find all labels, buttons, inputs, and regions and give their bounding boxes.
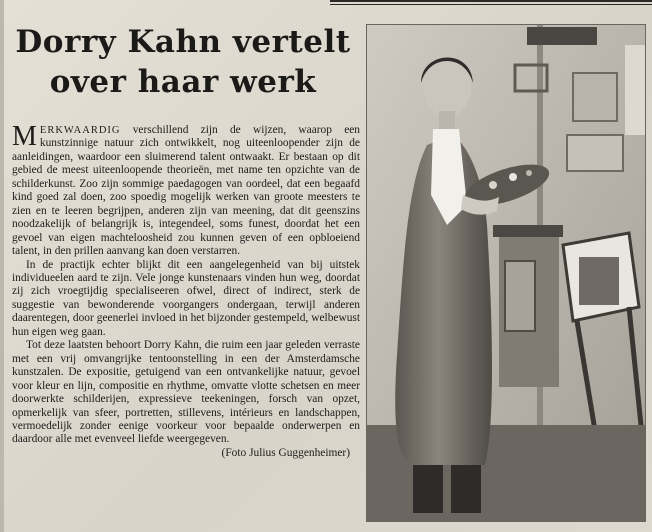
wall-picture-right xyxy=(573,73,617,121)
neck xyxy=(439,111,455,129)
paragraph-1 xyxy=(12,121,360,259)
easel-canvas-painting xyxy=(579,257,619,305)
photo-credit: (Foto Julius Guggenheimer) xyxy=(221,446,350,459)
boot-right xyxy=(451,465,481,513)
paragraph-2: In de practijk echter blijkt dit een aangelegenheid van bij uitstek individueelen aard te zijn. Vele jonge kunstenaars vinden hun weg, doordat zij zich vroegtijdig specialiseeren ofwel, direct of indirect, sterk de suggestie van bewonderende voorgangers ondergaan, terwijl anderen daarentegen, door geenerlei invloed in het bijzonder gestempeld, welbewust hun eigen weg gaan. xyxy=(12,258,360,338)
paint-dab xyxy=(526,170,532,176)
paragraph-3-text: Tot deze laatsten behoort Dorry Kahn, die ruim een jaar geleden verraste met een vrij omvangrijke tentoonstelling in een der Amsterdamsche kunstzalen. De expositie, getuigend van een ontvankelijke natuur, gevoel voor kleur en lijn, compositie en rhythme, omvatte vlotte schetsen en meer doorwerkte schilderijen, expressieve teekeningen, forsch van opzet, opmerkelijk van sfeer, portretten, stillevens, intérieurs en landschappen, vermoedelijk zonder eenige voorkeur voor bepaalde onderwerpen en daardoor alle met evenveel liefde weergegeven. xyxy=(12,339,360,446)
paragraph-3 xyxy=(12,339,360,459)
boot-left xyxy=(413,465,443,513)
lead-word: ERKWAARDIG xyxy=(39,125,121,136)
portrait-photo-image xyxy=(367,25,646,522)
article-body xyxy=(12,121,360,460)
page-edge xyxy=(0,0,4,532)
drop-cap: M xyxy=(12,121,37,152)
wall-picture-top xyxy=(527,27,597,45)
headline-line-1: Dorry Kahn vertelt xyxy=(15,24,351,60)
masthead-rule xyxy=(330,0,652,5)
paragraph-1-text: verschillend zijn de wijzen, waarop een kunstzinnige natuur zich ontwikkelt, nog uiteenloopender zijn de aanleidingen, waardoor een sluimerend talent ontwaakt. Er bestaan op dit gebied de meest uiteenloopende theorieën, met name ten opzichte van de schilderkunst. Zoo zijn sommige paedagogen van oordeel, dat een begaafd kind goed zal doen, zoo spoedig mogelijk werken van groote meesters te zien en te leeren begrijpen, anderen zijn van meening, dat dit geenszins noodzakelijk of belangrijk is, integendeel, soms funest, doordat het een gevoel van eigen machteloosheid zou kunnen geven of een opbloeiend talent, in den prillen aanvang kan doen verstarren. xyxy=(12,124,360,258)
window xyxy=(625,45,646,135)
table-top xyxy=(493,225,563,237)
headline-line-2: over haar werk xyxy=(49,64,317,100)
wall-picture-middle xyxy=(567,135,623,171)
paint-dab xyxy=(509,173,517,181)
framed-painting xyxy=(505,261,535,331)
article-headline xyxy=(6,22,360,102)
portrait-photo xyxy=(366,24,646,522)
paint-dab xyxy=(489,181,497,189)
